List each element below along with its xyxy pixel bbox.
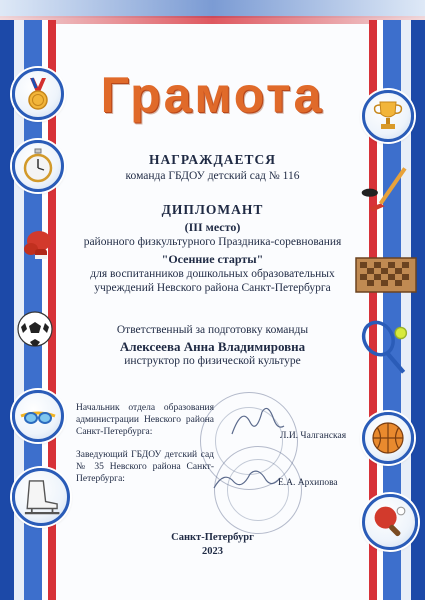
signatory-2-position: Заведующий ГБДОУ детский сад № 35 Невского района Санкт-Петербурга: <box>76 450 214 484</box>
hockey-stick-icon <box>356 160 412 216</box>
boxing-glove-icon <box>14 222 60 268</box>
rank-heading: ДИПЛОМАНТ <box>161 202 264 217</box>
responsible-label: Ответственный за подготовку команды <box>116 324 309 336</box>
medal-icon <box>12 68 64 120</box>
table-tennis-icon <box>362 494 418 550</box>
swim-goggles-icon <box>12 390 64 442</box>
event-name: "Осенние старты" <box>161 252 264 266</box>
audience-line-1: для воспитанников дошкольных образовательных <box>90 268 335 280</box>
stopwatch-icon <box>12 140 64 192</box>
footer-city: Санкт-Петербург <box>171 532 254 543</box>
certificate-title: Грамота <box>100 67 325 123</box>
responsible-name: Алексеева Анна Владимировна <box>119 339 306 354</box>
soccer-ball-icon <box>12 306 58 352</box>
awarded-heading: НАГРАЖДАЕТСЯ <box>148 152 276 167</box>
chessboard-icon <box>354 252 418 298</box>
trophy-cup-icon <box>362 90 414 142</box>
audience-line-2: учреждений Невского района Санкт-Петербурга <box>94 282 331 294</box>
signature-1 <box>228 400 288 440</box>
ice-skate-icon <box>12 468 70 526</box>
place-label: (III место) <box>184 220 241 234</box>
tennis-racket-icon <box>356 318 412 378</box>
event-intro: районного физкультурного Праздника-соревнования <box>83 236 342 248</box>
signature-2 <box>212 464 282 494</box>
responsible-role: инструктор по физической культуре <box>124 355 301 367</box>
basketball-icon <box>362 412 414 464</box>
signatory-1-position: Начальник отдела образования администрации Невского района Санкт-Петербурга: <box>76 403 214 437</box>
signatory-1-name: Л.И. Чалганская <box>280 431 347 441</box>
signatory-2-name: Е.А. Архипова <box>278 478 338 488</box>
footer-year: 2023 <box>202 546 223 557</box>
recipient-team: команда ГБДОУ детский сад № 116 <box>125 170 300 182</box>
